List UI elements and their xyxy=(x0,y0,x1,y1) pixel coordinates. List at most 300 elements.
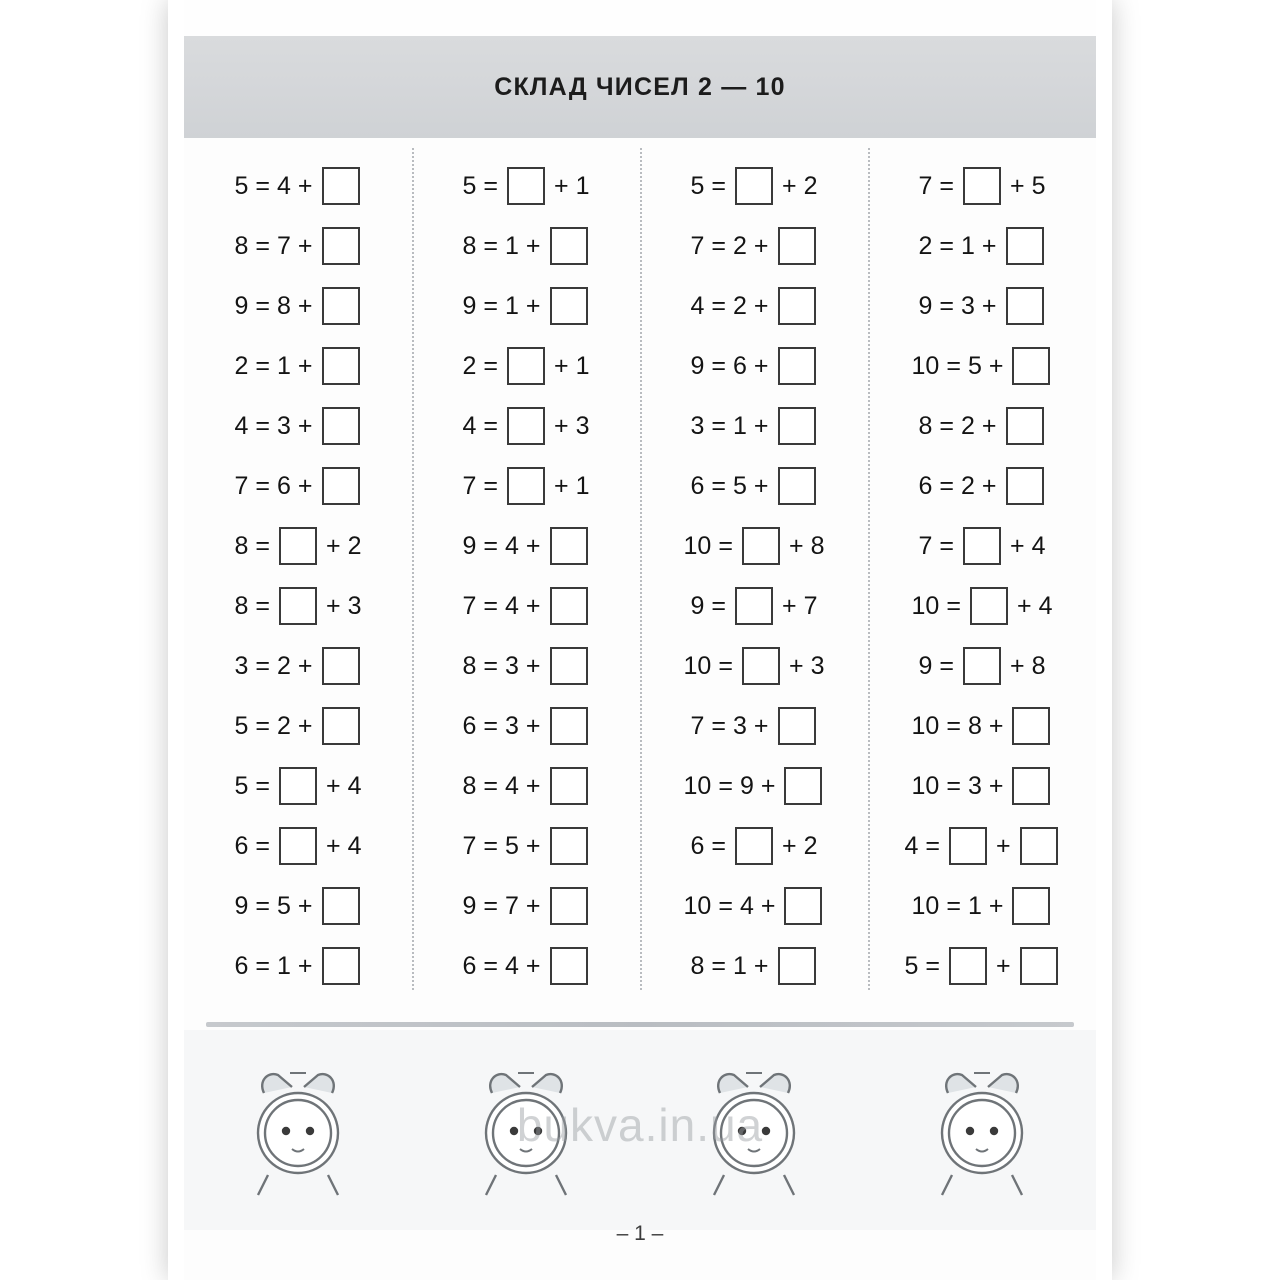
plus-sign: + xyxy=(753,951,769,980)
number-token: 2 xyxy=(347,531,362,560)
number-token: 5 xyxy=(967,351,982,380)
answer-box[interactable] xyxy=(550,227,588,265)
equation-row xyxy=(184,276,412,336)
equation-row xyxy=(868,276,1096,336)
equals-sign: = xyxy=(483,291,498,320)
equals-sign: = xyxy=(711,711,726,740)
plus-sign: + xyxy=(753,291,769,320)
equation-row xyxy=(868,216,1096,276)
number-token: 2 xyxy=(277,651,291,680)
number-token: 9 xyxy=(462,291,477,320)
number-token: 8 xyxy=(462,771,477,800)
answer-box[interactable] xyxy=(550,527,588,565)
number-token: 1 xyxy=(733,951,747,980)
equals-sign: = xyxy=(711,831,726,860)
equals-sign: = xyxy=(711,351,726,380)
equation-row xyxy=(412,876,640,936)
number-token: 6 xyxy=(918,471,933,500)
equation-row xyxy=(412,216,640,276)
exercise-columns xyxy=(184,138,1096,1018)
number-token: 2 xyxy=(918,231,933,260)
number-token: 10 xyxy=(683,531,712,560)
equals-sign: = xyxy=(483,531,498,560)
plus-sign: + xyxy=(326,831,341,860)
plus-sign: + xyxy=(995,951,1011,980)
number-token: 5 xyxy=(904,951,919,980)
equation-row xyxy=(868,696,1096,756)
number-token: 1 xyxy=(277,951,291,980)
plus-sign: + xyxy=(525,591,541,620)
number-token: 2 xyxy=(803,831,818,860)
equation-row xyxy=(640,696,868,756)
number-token: 8 xyxy=(277,291,291,320)
equals-sign: = xyxy=(939,171,954,200)
equation-row xyxy=(184,456,412,516)
answer-box[interactable] xyxy=(550,587,588,625)
equation-row xyxy=(868,156,1096,216)
equals-sign: = xyxy=(718,531,733,560)
number-token: 6 xyxy=(462,711,477,740)
exercise-column xyxy=(640,138,868,1018)
number-token: 3 xyxy=(810,651,825,680)
alarm-clock-icon xyxy=(238,1055,358,1205)
equals-sign: = xyxy=(939,291,954,320)
plus-sign: + xyxy=(554,411,569,440)
answer-box[interactable] xyxy=(963,647,1001,685)
number-token: 7 xyxy=(462,831,477,860)
number-token: 1 xyxy=(733,411,747,440)
number-token: 6 xyxy=(462,951,477,980)
equals-sign: = xyxy=(483,351,498,380)
plus-sign: + xyxy=(1016,591,1032,620)
number-token: 5 xyxy=(277,891,291,920)
answer-box[interactable] xyxy=(778,947,816,985)
answer-box[interactable] xyxy=(322,647,360,685)
number-token: 9 xyxy=(690,591,705,620)
plus-sign: + xyxy=(753,711,769,740)
equals-sign: = xyxy=(939,531,954,560)
answer-box[interactable] xyxy=(742,527,780,565)
plus-sign: + xyxy=(525,951,541,980)
equals-sign: = xyxy=(718,891,733,920)
number-token: 1 xyxy=(505,231,519,260)
number-token: 10 xyxy=(911,771,940,800)
equals-sign: = xyxy=(483,891,498,920)
equals-sign: = xyxy=(255,891,270,920)
equation-row xyxy=(868,756,1096,816)
number-token: 8 xyxy=(967,711,982,740)
equation-row xyxy=(640,636,868,696)
number-token: 2 xyxy=(961,411,975,440)
number-token: 7 xyxy=(462,471,477,500)
answer-box[interactable] xyxy=(1020,947,1058,985)
answer-box[interactable] xyxy=(778,227,816,265)
number-token: 4 xyxy=(505,951,519,980)
number-token: 8 xyxy=(810,531,825,560)
number-token: 4 xyxy=(690,291,705,320)
answer-box[interactable] xyxy=(1006,467,1044,505)
answer-box[interactable] xyxy=(784,767,822,805)
equals-sign: = xyxy=(711,951,726,980)
plus-sign: + xyxy=(525,651,541,680)
answer-box[interactable] xyxy=(550,947,588,985)
answer-box[interactable] xyxy=(507,467,545,505)
equation-row xyxy=(412,336,640,396)
plus-sign: + xyxy=(753,471,769,500)
equation-row xyxy=(412,396,640,456)
equals-sign: = xyxy=(711,411,726,440)
number-token: 4 xyxy=(739,891,754,920)
plus-sign: + xyxy=(760,891,776,920)
equation-row xyxy=(640,816,868,876)
plus-sign: + xyxy=(297,951,313,980)
plus-sign: + xyxy=(988,891,1004,920)
number-token: 4 xyxy=(505,591,519,620)
answer-box[interactable] xyxy=(963,527,1001,565)
equation-row xyxy=(868,336,1096,396)
answer-box[interactable] xyxy=(735,167,773,205)
number-token: 4 xyxy=(904,831,919,860)
equals-sign: = xyxy=(711,231,726,260)
equals-sign: = xyxy=(711,171,726,200)
number-token: 4 xyxy=(505,531,519,560)
number-token: 1 xyxy=(575,171,590,200)
equation-row xyxy=(412,816,640,876)
answer-box[interactable] xyxy=(507,407,545,445)
answer-box[interactable] xyxy=(322,707,360,745)
answer-box[interactable] xyxy=(550,887,588,925)
number-token: 1 xyxy=(277,351,291,380)
number-token: 7 xyxy=(277,231,291,260)
equals-sign: = xyxy=(483,591,498,620)
number-token: 5 xyxy=(234,711,249,740)
plus-sign: + xyxy=(525,891,541,920)
answer-box[interactable] xyxy=(1020,827,1058,865)
number-token: 8 xyxy=(234,531,249,560)
number-token: 3 xyxy=(277,411,291,440)
number-token: 9 xyxy=(234,891,249,920)
plus-sign: + xyxy=(525,231,541,260)
answer-box[interactable] xyxy=(778,407,816,445)
answer-box[interactable] xyxy=(279,527,317,565)
answer-box[interactable] xyxy=(322,287,360,325)
equals-sign: = xyxy=(255,591,270,620)
answer-box[interactable] xyxy=(550,827,588,865)
number-token: 3 xyxy=(967,771,982,800)
number-token: 8 xyxy=(918,411,933,440)
plus-sign: + xyxy=(988,711,1004,740)
equals-sign: = xyxy=(255,711,270,740)
answer-box[interactable] xyxy=(1012,707,1050,745)
equals-sign: = xyxy=(255,291,270,320)
answer-box[interactable] xyxy=(778,347,816,385)
equation-row xyxy=(184,336,412,396)
equation-row xyxy=(412,276,640,336)
equation-row xyxy=(640,756,868,816)
number-token: 9 xyxy=(234,291,249,320)
number-token: 7 xyxy=(918,171,933,200)
number-token: 6 xyxy=(234,951,249,980)
number-token: 10 xyxy=(683,891,712,920)
page-number: – 1 – xyxy=(616,1222,664,1245)
equation-row xyxy=(868,516,1096,576)
answer-box[interactable] xyxy=(550,767,588,805)
answer-box[interactable] xyxy=(279,767,317,805)
equals-sign: = xyxy=(939,411,954,440)
plus-sign: + xyxy=(525,771,541,800)
equals-sign: = xyxy=(946,891,961,920)
plus-sign: + xyxy=(1010,531,1025,560)
plus-sign: + xyxy=(760,771,776,800)
answer-box[interactable] xyxy=(963,167,1001,205)
footer-illustrations xyxy=(184,1030,1096,1230)
equation-row xyxy=(868,456,1096,516)
number-token: 3 xyxy=(505,711,519,740)
equals-sign: = xyxy=(483,411,498,440)
equals-sign: = xyxy=(483,951,498,980)
equals-sign: = xyxy=(711,291,726,320)
answer-box[interactable] xyxy=(1006,227,1044,265)
number-token: 4 xyxy=(234,411,249,440)
equals-sign: = xyxy=(483,651,498,680)
answer-box[interactable] xyxy=(784,887,822,925)
answer-box[interactable] xyxy=(1006,287,1044,325)
number-token: 6 xyxy=(733,351,747,380)
equals-sign: = xyxy=(925,831,940,860)
equation-row xyxy=(868,396,1096,456)
equation-row xyxy=(640,456,868,516)
plus-sign: + xyxy=(297,411,313,440)
plus-sign: + xyxy=(753,411,769,440)
answer-box[interactable] xyxy=(735,827,773,865)
number-token: 6 xyxy=(234,831,249,860)
answer-box[interactable] xyxy=(550,287,588,325)
equation-row xyxy=(640,516,868,576)
number-token: 4 xyxy=(505,771,519,800)
answer-box[interactable] xyxy=(1012,767,1050,805)
answer-box[interactable] xyxy=(742,647,780,685)
equation-row xyxy=(640,396,868,456)
number-token: 8 xyxy=(234,591,249,620)
equation-row xyxy=(184,576,412,636)
plus-sign: + xyxy=(788,531,804,560)
plus-sign: + xyxy=(326,531,341,560)
header-band xyxy=(184,36,1096,138)
equation-row xyxy=(412,456,640,516)
plus-sign: + xyxy=(297,711,313,740)
number-token: 2 xyxy=(234,351,249,380)
alarm-clock-icon xyxy=(466,1055,586,1205)
number-token: 1 xyxy=(505,291,519,320)
answer-box[interactable] xyxy=(279,827,317,865)
watermark: bukva.in.ua xyxy=(516,1099,764,1151)
plus-sign: + xyxy=(1010,171,1025,200)
answer-box[interactable] xyxy=(1012,887,1050,925)
number-token: 4 xyxy=(347,831,362,860)
number-token: 3 xyxy=(575,411,590,440)
plus-sign: + xyxy=(988,771,1004,800)
equation-row xyxy=(412,936,640,996)
answer-box[interactable] xyxy=(550,647,588,685)
number-token: 7 xyxy=(918,531,933,560)
equals-sign: = xyxy=(939,471,954,500)
number-token: 8 xyxy=(234,231,249,260)
number-token: 5 xyxy=(690,171,705,200)
number-token: 2 xyxy=(733,231,747,260)
equals-sign: = xyxy=(946,591,961,620)
equation-row xyxy=(640,336,868,396)
equation-row xyxy=(868,576,1096,636)
number-token: 3 xyxy=(505,651,519,680)
plus-sign: + xyxy=(782,831,797,860)
answer-box[interactable] xyxy=(778,707,816,745)
sheet-top-margin xyxy=(184,0,1096,36)
number-token: 5 xyxy=(462,171,477,200)
answer-box[interactable] xyxy=(322,167,360,205)
number-token: 2 xyxy=(277,711,291,740)
plus-sign: + xyxy=(995,831,1011,860)
answer-box[interactable] xyxy=(550,707,588,745)
number-token: 7 xyxy=(234,471,249,500)
number-token: 3 xyxy=(347,591,362,620)
answer-box[interactable] xyxy=(1012,347,1050,385)
number-token: 7 xyxy=(690,711,705,740)
answer-box[interactable] xyxy=(507,347,545,385)
number-token: 5 xyxy=(505,831,519,860)
number-token: 9 xyxy=(690,351,705,380)
equation-row xyxy=(184,696,412,756)
number-token: 10 xyxy=(683,651,712,680)
answer-box[interactable] xyxy=(970,587,1008,625)
plus-sign: + xyxy=(988,351,1004,380)
number-token: 8 xyxy=(462,231,477,260)
plus-sign: + xyxy=(525,831,541,860)
section-divider xyxy=(206,1022,1074,1027)
equals-sign: = xyxy=(718,651,733,680)
number-token: 10 xyxy=(911,711,940,740)
equals-sign: = xyxy=(255,531,270,560)
number-token: 2 xyxy=(961,471,975,500)
plus-sign: + xyxy=(981,231,997,260)
number-token: 6 xyxy=(277,471,291,500)
plus-sign: + xyxy=(782,591,797,620)
number-token: 2 xyxy=(462,351,477,380)
number-token: 9 xyxy=(918,291,933,320)
number-token: 9 xyxy=(462,531,477,560)
equals-sign: = xyxy=(946,711,961,740)
answer-box[interactable] xyxy=(778,467,816,505)
equals-sign: = xyxy=(255,471,270,500)
equals-sign: = xyxy=(483,171,498,200)
equation-row xyxy=(184,756,412,816)
plus-sign: + xyxy=(297,891,313,920)
equation-row xyxy=(412,516,640,576)
equals-sign: = xyxy=(255,651,270,680)
equals-sign: = xyxy=(255,771,270,800)
number-token: 3 xyxy=(961,291,975,320)
alarm-clock-icon xyxy=(694,1055,814,1205)
equation-row xyxy=(868,816,1096,876)
equation-row xyxy=(184,396,412,456)
answer-box[interactable] xyxy=(322,347,360,385)
equals-sign: = xyxy=(255,231,270,260)
number-token: 6 xyxy=(690,471,705,500)
equation-row xyxy=(184,816,412,876)
answer-box[interactable] xyxy=(949,827,987,865)
answer-box[interactable] xyxy=(322,227,360,265)
equation-row xyxy=(868,636,1096,696)
equals-sign: = xyxy=(483,771,498,800)
answer-box[interactable] xyxy=(778,287,816,325)
equals-sign: = xyxy=(925,951,940,980)
exercise-column xyxy=(184,138,412,1018)
equals-sign: = xyxy=(718,771,733,800)
plus-sign: + xyxy=(554,471,569,500)
answer-box[interactable] xyxy=(322,407,360,445)
number-token: 4 xyxy=(462,411,477,440)
equation-row xyxy=(184,516,412,576)
answer-box[interactable] xyxy=(949,947,987,985)
number-token: 4 xyxy=(277,171,291,200)
number-token: 4 xyxy=(347,771,362,800)
answer-box[interactable] xyxy=(735,587,773,625)
number-token: 7 xyxy=(690,231,705,260)
equals-sign: = xyxy=(711,591,726,620)
number-token: 2 xyxy=(733,291,747,320)
equation-row xyxy=(640,216,868,276)
equals-sign: = xyxy=(255,351,270,380)
plus-sign: + xyxy=(297,171,313,200)
number-token: 5 xyxy=(733,471,747,500)
equation-row xyxy=(868,876,1096,936)
plus-sign: + xyxy=(525,531,541,560)
number-token: 4 xyxy=(1031,531,1046,560)
plus-sign: + xyxy=(753,231,769,260)
plus-sign: + xyxy=(525,711,541,740)
equation-row xyxy=(184,636,412,696)
number-token: 5 xyxy=(234,771,249,800)
plus-sign: + xyxy=(981,411,997,440)
number-token: 4 xyxy=(1038,591,1053,620)
equation-row xyxy=(184,936,412,996)
plus-sign: + xyxy=(1010,651,1025,680)
number-token: 10 xyxy=(911,591,940,620)
answer-box[interactable] xyxy=(1006,407,1044,445)
number-token: 10 xyxy=(911,891,940,920)
equals-sign: = xyxy=(255,411,270,440)
equation-row xyxy=(184,876,412,936)
number-token: 2 xyxy=(803,171,818,200)
answer-box[interactable] xyxy=(322,467,360,505)
plus-sign: + xyxy=(753,351,769,380)
answer-box[interactable] xyxy=(322,947,360,985)
number-token: 7 xyxy=(462,591,477,620)
number-token: 7 xyxy=(505,891,519,920)
answer-box[interactable] xyxy=(322,887,360,925)
plus-sign: + xyxy=(981,471,997,500)
plus-sign: + xyxy=(782,171,797,200)
answer-box[interactable] xyxy=(279,587,317,625)
equation-row xyxy=(640,576,868,636)
equals-sign: = xyxy=(483,711,498,740)
number-token: 10 xyxy=(911,351,940,380)
equals-sign: = xyxy=(711,471,726,500)
number-token: 3 xyxy=(234,651,249,680)
equation-row xyxy=(640,156,868,216)
equals-sign: = xyxy=(483,831,498,860)
equation-row xyxy=(412,636,640,696)
answer-box[interactable] xyxy=(507,167,545,205)
